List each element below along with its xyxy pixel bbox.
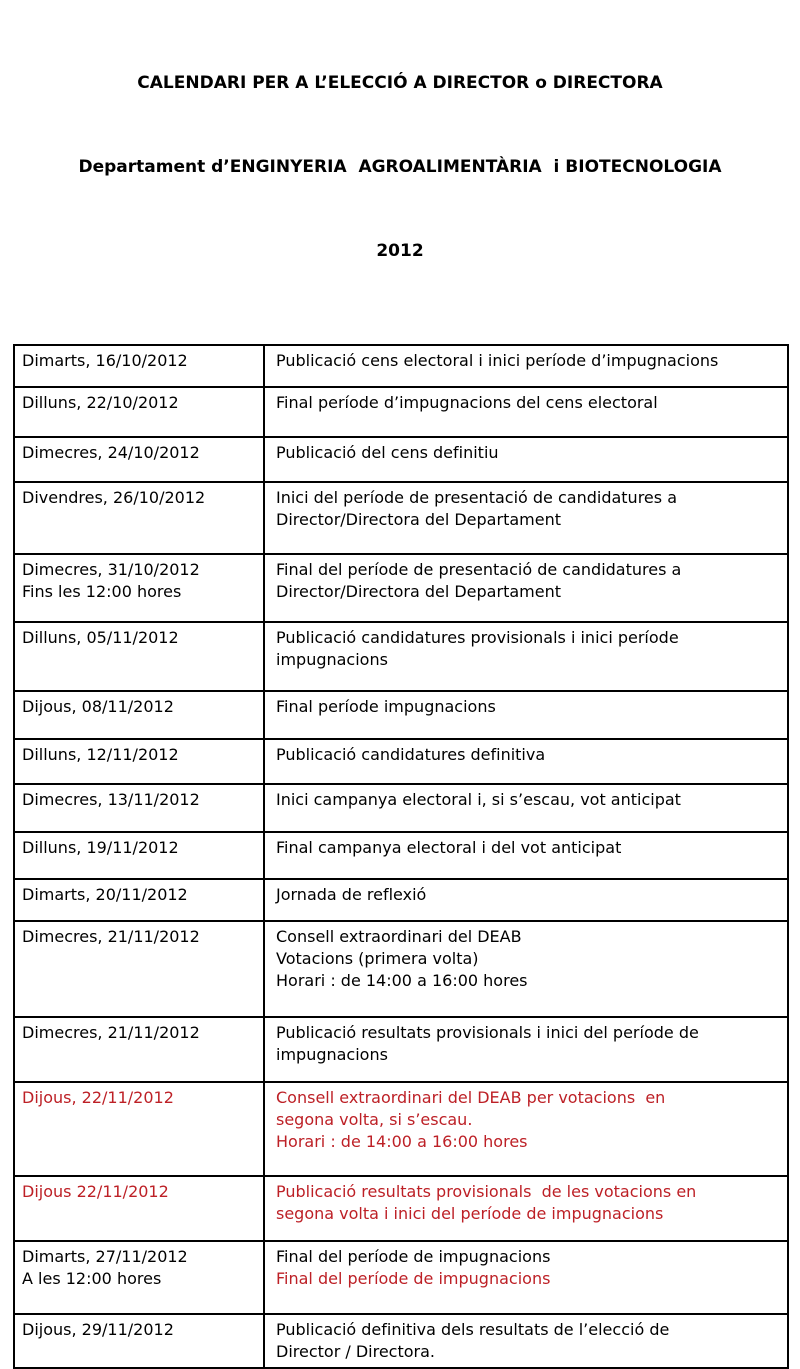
date-cell — [14, 1314, 264, 1368]
description-cell — [264, 622, 788, 691]
cell-line: Director / Directora. — [276, 1342, 435, 1361]
cell-line: Horari : de 14:00 a 16:00 hores — [276, 971, 528, 990]
cell-line: Jornada de reflexió — [276, 885, 427, 904]
calendar-row — [14, 345, 788, 387]
cell-line: Divendres, 26/10/2012 — [22, 488, 206, 507]
description-cell — [264, 345, 788, 387]
cell-line: A les 12:00 hores — [22, 1269, 162, 1288]
calendar-row — [14, 1241, 788, 1314]
date-cell — [14, 554, 264, 622]
document-title — [0, 13, 800, 321]
calendar-row — [14, 1017, 788, 1082]
date-cell — [14, 784, 264, 832]
cell-line: Consell extraordinari del DEAB — [276, 927, 522, 946]
description-cell — [264, 554, 788, 622]
description-cell — [264, 1082, 788, 1176]
date-cell — [14, 1241, 264, 1314]
description-cell — [264, 387, 788, 437]
calendar-row — [14, 832, 788, 879]
cell-line: Publicació cens electoral i inici període d’impugnacions — [276, 351, 719, 370]
cell-line: Inici campanya electoral i, si s’escau, vot anticipat — [276, 790, 681, 809]
description-cell — [264, 1241, 788, 1314]
calendar-row — [14, 1082, 788, 1176]
cell-line: Director/Directora del Departament — [276, 510, 561, 529]
title-line-1: CALENDARI PER A L’ELECCIÓ A DIRECTOR o DIRECTORA — [137, 73, 663, 93]
title-line-3: 2012 — [376, 241, 424, 261]
cell-line: Dimecres, 13/11/2012 — [22, 790, 200, 809]
cell-line: Dimarts, 16/10/2012 — [22, 351, 188, 370]
cell-line: Dijous, 29/11/2012 — [22, 1320, 174, 1339]
calendar-row — [14, 622, 788, 691]
cell-line: impugnacions — [276, 1045, 388, 1064]
cell-line: Horari : de 14:00 a 16:00 hores — [276, 1132, 528, 1151]
calendar-row — [14, 1314, 788, 1368]
cell-line: Publicació candidatures definitiva — [276, 745, 546, 764]
cell-line: Dimecres, 31/10/2012 — [22, 560, 200, 579]
date-cell — [14, 879, 264, 921]
cell-line: Dijous, 22/11/2012 — [22, 1088, 174, 1107]
date-cell — [14, 921, 264, 1017]
calendar-row — [14, 1176, 788, 1241]
calendar-row — [14, 691, 788, 739]
cell-line: Dimarts, 20/11/2012 — [22, 885, 188, 904]
date-cell — [14, 345, 264, 387]
cell-line: Dilluns, 19/11/2012 — [22, 838, 179, 857]
date-cell — [14, 1176, 264, 1241]
date-cell — [14, 482, 264, 554]
cell-line: Dilluns, 22/10/2012 — [22, 393, 179, 412]
cell-line: Fins les 12:00 hores — [22, 582, 182, 601]
cell-line: Final del període de presentació de candidatures a — [276, 560, 682, 579]
description-cell — [264, 921, 788, 1017]
date-cell — [14, 622, 264, 691]
title-line-2: Departament d’ENGINYERIA AGROALIMENTÀRIA i BIOTECNOLOGIA — [78, 157, 722, 177]
cell-line: Publicació definitiva dels resultats de l’elecció de — [276, 1320, 670, 1339]
cell-line: Consell extraordinari del DEAB per votacions en — [276, 1088, 666, 1107]
description-cell — [264, 832, 788, 879]
description-cell — [264, 437, 788, 482]
calendar-row — [14, 437, 788, 482]
description-cell — [264, 1176, 788, 1241]
description-cell — [264, 1314, 788, 1368]
date-cell — [14, 1082, 264, 1176]
date-cell — [14, 387, 264, 437]
cell-line: Votacions (primera volta) — [276, 949, 479, 968]
cell-line: Dilluns, 05/11/2012 — [22, 628, 179, 647]
cell-line: impugnacions — [276, 650, 388, 669]
calendar-row — [14, 879, 788, 921]
description-cell — [264, 739, 788, 784]
cell-line: Dijous 22/11/2012 — [22, 1182, 169, 1201]
date-cell — [14, 691, 264, 739]
date-cell — [14, 1017, 264, 1082]
description-cell — [264, 784, 788, 832]
cell-line: Dimarts, 27/11/2012 — [22, 1247, 188, 1266]
cell-line: Dimecres, 21/11/2012 — [22, 1023, 200, 1042]
cell-line: Dijous, 08/11/2012 — [22, 697, 174, 716]
cell-line: Publicació resultats provisionals i inici del període de — [276, 1023, 699, 1042]
cell-line: Final del període de impugnacions — [276, 1269, 551, 1288]
cell-line: Dimecres, 24/10/2012 — [22, 443, 200, 462]
cell-line: Final del període de impugnacions — [276, 1247, 551, 1266]
election-calendar-table — [13, 344, 789, 1369]
calendar-table-body — [14, 345, 788, 1368]
calendar-row — [14, 387, 788, 437]
cell-line: Final campanya electoral i del vot anticipat — [276, 838, 622, 857]
date-cell — [14, 739, 264, 784]
date-cell — [14, 437, 264, 482]
cell-line: segona volta i inici del període de impugnacions — [276, 1204, 664, 1223]
cell-line: Dimecres, 21/11/2012 — [22, 927, 200, 946]
calendar-row — [14, 784, 788, 832]
description-cell — [264, 1017, 788, 1082]
cell-line: Dilluns, 12/11/2012 — [22, 745, 179, 764]
description-cell — [264, 482, 788, 554]
cell-line: segona volta, si s’escau. — [276, 1110, 473, 1129]
calendar-row — [14, 921, 788, 1017]
cell-line: Final període impugnacions — [276, 697, 496, 716]
cell-line: Inici del període de presentació de candidatures a — [276, 488, 677, 507]
calendar-row — [14, 554, 788, 622]
cell-line: Publicació resultats provisionals de les votacions en — [276, 1182, 697, 1201]
description-cell — [264, 879, 788, 921]
date-cell — [14, 832, 264, 879]
calendar-row — [14, 482, 788, 554]
description-cell — [264, 691, 788, 739]
calendar-row — [14, 739, 788, 784]
cell-line: Final període d’impugnacions del cens electoral — [276, 393, 658, 412]
cell-line: Director/Directora del Departament — [276, 582, 561, 601]
cell-line: Publicació candidatures provisionals i inici període — [276, 628, 679, 647]
cell-line: Publicació del cens definitiu — [276, 443, 499, 462]
